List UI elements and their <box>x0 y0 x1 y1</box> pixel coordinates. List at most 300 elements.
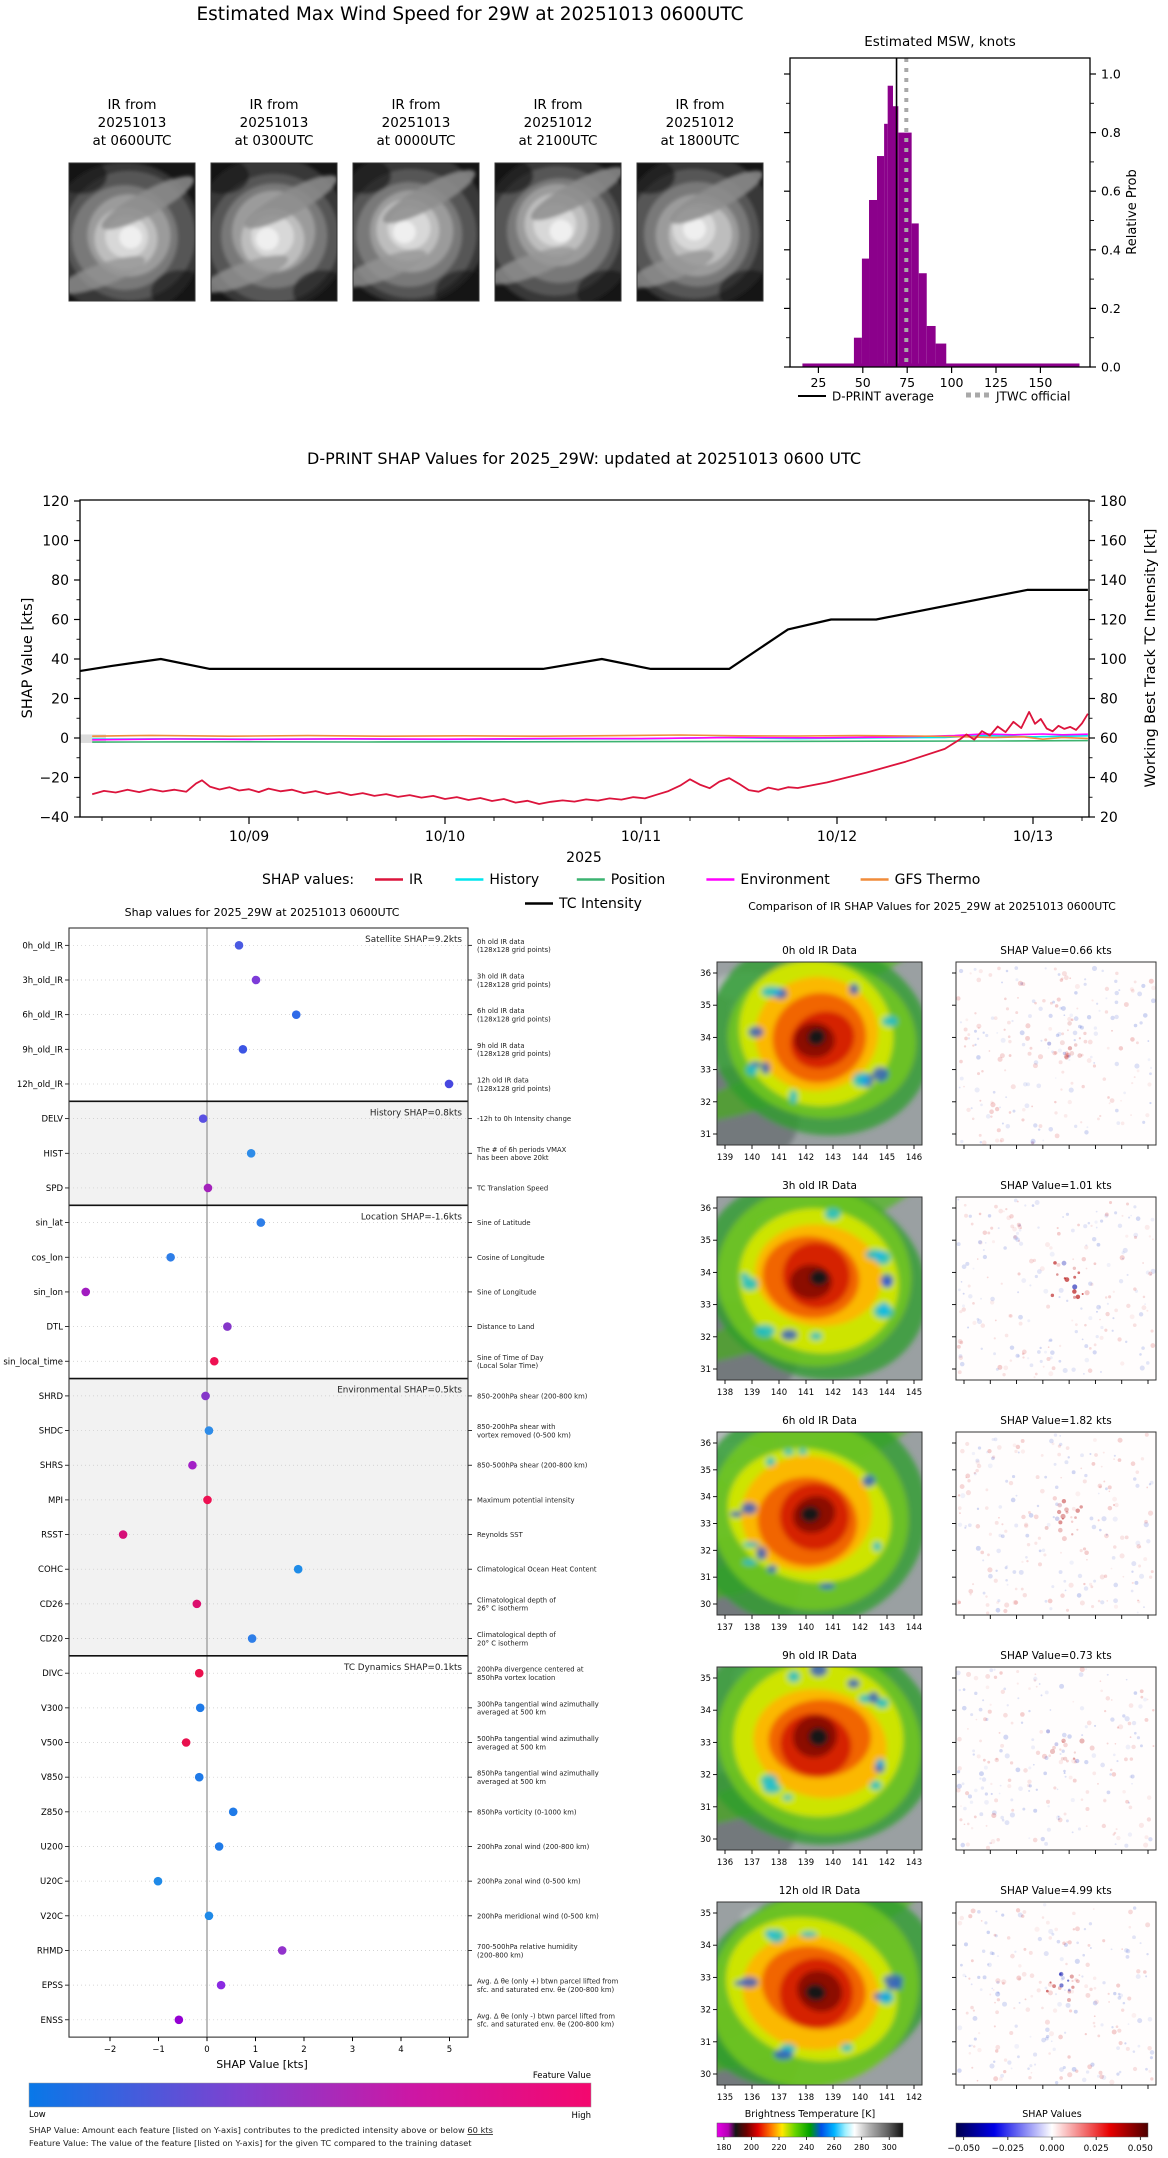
speckle <box>1017 1201 1019 1203</box>
speckle <box>1043 1772 1047 1776</box>
feature-label: 3h_old_IR <box>22 975 63 986</box>
speckle <box>957 1737 962 1742</box>
speckle <box>1072 1470 1076 1474</box>
bt-cb-tick-label: 260 <box>826 2143 842 2152</box>
speckle <box>1029 1951 1033 1955</box>
lat-tick-label: 35 <box>700 1674 711 1684</box>
speckle-cluster <box>1061 1739 1065 1743</box>
speckle <box>995 1758 999 1762</box>
speckle <box>959 1689 961 1691</box>
speckle <box>995 1910 997 1912</box>
speckle <box>957 1199 959 1201</box>
speckle <box>1150 1481 1154 1485</box>
speckle-cluster <box>1054 1051 1057 1054</box>
storm-fleck <box>789 1090 797 1104</box>
speckle <box>1029 1284 1031 1286</box>
feature-label: U200 <box>40 1842 63 1853</box>
speckle <box>1128 2023 1130 2025</box>
speckle <box>993 1668 995 1670</box>
speckle <box>968 1284 971 1287</box>
xtick-label: 100 <box>939 375 964 390</box>
speckle <box>999 1671 1002 1674</box>
lat-tick-label: 32 <box>700 1332 711 1343</box>
speckle <box>1064 975 1069 980</box>
speckle <box>1071 1520 1073 1522</box>
speckle <box>1029 1784 1032 1787</box>
speckle <box>1003 1688 1006 1691</box>
lon-tick-label: 142 <box>905 2093 923 2103</box>
speckle <box>1047 1828 1051 1832</box>
speckle <box>1085 1807 1089 1811</box>
speckle <box>1028 1837 1030 1839</box>
speckle <box>1131 1082 1133 1084</box>
speckle <box>1100 1680 1102 1682</box>
speckle <box>1084 1324 1087 1327</box>
speckle-cluster <box>1066 1511 1069 1514</box>
speckle <box>1033 1764 1035 1766</box>
speckle <box>1019 1242 1023 1246</box>
speckle <box>1069 1776 1073 1780</box>
speckle <box>1097 1243 1101 1247</box>
speckle <box>1128 1722 1132 1726</box>
speckle <box>1122 1258 1124 1260</box>
speckle <box>974 2037 977 2040</box>
feature-dot-V300 <box>196 1704 205 1713</box>
speckle <box>1054 1101 1056 1103</box>
speckle <box>1043 1553 1046 1556</box>
speckle <box>1134 1732 1137 1735</box>
speckle-cluster <box>1074 1751 1076 1753</box>
speckle <box>1134 1691 1138 1695</box>
speckle <box>1124 1948 1129 1953</box>
speckle <box>1061 1978 1064 1981</box>
speckle <box>1039 1549 1042 1552</box>
speckle <box>968 1589 973 1594</box>
speckle <box>995 1320 997 1322</box>
speckle <box>1141 1457 1144 1460</box>
speckle <box>1072 1701 1074 1703</box>
lat-tick-label: 35 <box>700 1909 711 1919</box>
timeseries-box <box>80 500 1089 817</box>
feature-dot-RHMD <box>278 1946 287 1955</box>
speckle <box>1135 1290 1138 1293</box>
speckle <box>985 1242 987 1244</box>
speckle <box>1069 2009 1072 2012</box>
shap-timeseries-panel <box>20 449 1159 912</box>
speckle <box>1084 1984 1088 1988</box>
shap-map-title: SHAP Value=0.73 kts <box>1000 1650 1112 1662</box>
speckle <box>1004 1069 1006 1071</box>
speckle <box>1047 1805 1049 1807</box>
colorbar-high-label: High <box>571 2111 591 2121</box>
ir-thumbnail-label: at 2100UTC <box>518 133 598 149</box>
speckle <box>972 1118 975 1121</box>
speckle <box>1085 1290 1090 1295</box>
speckle <box>1068 1059 1070 1061</box>
speckle <box>1040 1040 1042 1042</box>
speckle <box>1042 1549 1046 1553</box>
ir-thumbnail-label: 20251012 <box>523 115 593 131</box>
speckle <box>990 1227 993 1230</box>
shap-cb-tick-label: 0.025 <box>1083 2144 1109 2154</box>
speckle <box>1124 1844 1128 1848</box>
speckle <box>1035 1673 1037 1675</box>
speckle <box>1008 1040 1011 1043</box>
speckle <box>1049 1338 1052 1341</box>
speckle <box>1150 1067 1152 1069</box>
ytick-label-right: 0.4 <box>1101 242 1121 258</box>
speckle <box>1046 2035 1049 2038</box>
ir-thumbnail-label: IR from <box>675 97 725 113</box>
feature-annotation: sfc. and saturated env. θe (200-800 km) <box>477 2020 615 2029</box>
speckle <box>1034 1376 1036 1378</box>
speckle <box>1033 2053 1037 2057</box>
speckle <box>1075 984 1080 989</box>
speckle <box>1126 1745 1131 1750</box>
speckle <box>1009 1314 1013 1318</box>
speckle <box>990 1842 992 1844</box>
feature-annotation: 850hPa vortex location <box>477 1673 556 1682</box>
speckle <box>981 1323 985 1327</box>
speckle <box>1046 1800 1050 1804</box>
speckle <box>1117 1726 1119 1728</box>
lat-tick-label: 31 <box>700 1365 711 1375</box>
feature-annotation: averaged at 500 km <box>477 1743 546 1752</box>
feature-dot-SHRD <box>201 1392 210 1401</box>
speckle <box>973 1753 975 1755</box>
speckle <box>1103 1799 1106 1802</box>
xtick-label: 1 <box>252 2045 259 2056</box>
speckle <box>1074 2010 1078 2014</box>
speckle <box>1003 2070 1006 2073</box>
speckle <box>1104 1710 1106 1712</box>
speckle <box>1094 1221 1097 1224</box>
speckle <box>1115 1843 1117 1845</box>
speckle <box>963 1688 966 1691</box>
lon-tick-label: 140 <box>743 1153 761 1163</box>
speckle <box>1131 1590 1134 1593</box>
speckle <box>1066 2003 1071 2008</box>
speckle <box>990 1951 994 1955</box>
feature-dot-ENSS <box>175 2015 184 2024</box>
speckle-cluster <box>1075 1508 1079 1512</box>
speckle <box>985 1674 990 1679</box>
speckle <box>1075 1959 1080 1964</box>
speckle <box>997 1955 999 1957</box>
speckle <box>1059 1060 1063 1064</box>
speckle <box>1092 1237 1096 1241</box>
speckle <box>1071 1980 1073 1982</box>
feature-label: sin_lat <box>35 1218 63 1229</box>
speckle <box>1043 1903 1046 1906</box>
speckle <box>1077 1224 1080 1227</box>
speckle <box>966 1490 971 1495</box>
speckle <box>1000 1785 1002 1787</box>
speckle-cluster <box>1045 1526 1049 1530</box>
speckle <box>1017 2055 1020 2058</box>
speckle <box>992 1455 995 1458</box>
speckle-cluster <box>1059 1983 1063 1987</box>
histogram-bar <box>884 124 888 367</box>
feature-annotation: Climatological Ocean Heat Content <box>477 1565 597 1574</box>
speckle <box>975 1460 980 1465</box>
feature-label: CD20 <box>39 1634 63 1645</box>
speckle <box>1031 1738 1034 1741</box>
speckle <box>970 1713 973 1716</box>
speckle <box>994 2002 996 2004</box>
speckle <box>979 1100 981 1102</box>
speckle <box>986 1114 991 1119</box>
speckle <box>1014 1951 1016 1953</box>
speckle <box>999 1107 1001 1109</box>
speckle-cluster <box>1059 1973 1061 1975</box>
histogram-bar <box>862 259 869 367</box>
speckle <box>1147 2046 1151 2050</box>
speckle <box>1105 997 1107 999</box>
speckle <box>1062 1750 1065 1753</box>
speckle <box>1001 982 1003 984</box>
ytick-label-left: −20 <box>39 770 69 787</box>
speckle-cluster <box>1051 1294 1054 1297</box>
speckle <box>1136 1041 1139 1044</box>
speckle <box>1149 1072 1152 1075</box>
speckle <box>1029 1047 1032 1050</box>
speckle <box>968 1914 972 1918</box>
speckle <box>1091 1605 1094 1608</box>
speckle <box>1031 1105 1033 1107</box>
speckle <box>974 1692 977 1695</box>
speckle <box>1044 1842 1048 1846</box>
speckle <box>1044 1951 1049 1956</box>
storm-fleck <box>746 1065 758 1076</box>
speckle <box>1061 1071 1064 1074</box>
speckle <box>964 1823 966 1825</box>
speckle <box>1044 1756 1048 1760</box>
feature-annotation: 500hPa tangential wind azimuthally <box>477 1735 599 1744</box>
xtick-label: −1 <box>152 2045 165 2056</box>
speckle <box>1122 1251 1125 1254</box>
storm-fleck <box>762 987 782 998</box>
speckle-cluster <box>1073 1276 1076 1279</box>
speckle <box>1018 1912 1023 1917</box>
speckle <box>1123 2002 1126 2005</box>
speckle <box>1086 2070 1089 2073</box>
storm-fleck <box>882 1279 893 1288</box>
speckle <box>973 2016 978 2021</box>
speckle <box>1023 1910 1027 1914</box>
speckle <box>1140 1942 1142 1944</box>
ytick-label-right: 60 <box>1100 731 1118 747</box>
speckle <box>1059 2076 1063 2080</box>
speckle <box>966 1108 970 1112</box>
speckle <box>1133 2050 1136 2053</box>
speckle <box>1146 1487 1148 1489</box>
speckle <box>1074 1016 1079 1021</box>
shap-map-title: SHAP Value=0.66 kts <box>1000 945 1112 957</box>
ytick-label-left: 80 <box>51 573 69 589</box>
storm-fleck <box>882 1016 898 1027</box>
storm-fleck <box>798 1449 807 1455</box>
speckle <box>1037 1350 1041 1354</box>
speckle <box>1135 1541 1140 1546</box>
feature-label: 12h_old_IR <box>16 1079 63 1090</box>
speckle <box>1030 1995 1033 1998</box>
speckle <box>1090 1225 1092 1227</box>
storm-fleck <box>847 1679 860 1688</box>
ir-thumbnail-label: IR from <box>249 97 299 113</box>
speckle <box>1113 1545 1117 1549</box>
speckle <box>1103 1481 1105 1483</box>
feature-dot-3h_old_IR <box>252 976 261 985</box>
histogram-bar <box>912 223 919 367</box>
speckle <box>960 1140 963 1143</box>
speckle <box>1099 1485 1102 1488</box>
speckle <box>1093 1976 1097 1980</box>
speckle <box>998 1517 1000 1519</box>
speckle <box>1067 2055 1070 2058</box>
series-position-line <box>92 741 1088 743</box>
speckle <box>1003 1609 1007 1613</box>
speckle <box>958 1289 961 1292</box>
speckle <box>1104 1534 1109 1539</box>
speckle <box>1003 1713 1008 1718</box>
speckle <box>979 1213 982 1216</box>
speckle <box>1063 1368 1068 1373</box>
speckle <box>1001 1534 1005 1538</box>
ir-thumbnail-label: at 0300UTC <box>234 133 314 149</box>
speckle-cluster <box>1050 1749 1055 1754</box>
ytick-label-right: 80 <box>1100 691 1118 708</box>
speckle <box>1080 1121 1082 1123</box>
feature-dot-SHRS <box>188 1461 197 1470</box>
speckle <box>1044 1351 1047 1354</box>
speckle <box>1064 1989 1066 1991</box>
speckle <box>1119 1046 1123 1050</box>
speckle <box>1088 1281 1092 1285</box>
speckle <box>1028 2076 1031 2079</box>
speckle <box>979 1777 981 1779</box>
feature-label: HIST <box>43 1149 63 1160</box>
speckle <box>967 1823 970 1826</box>
legend-label-position: Position <box>610 872 666 888</box>
speckle <box>1137 1069 1140 1072</box>
feature-dot-0h_old_IR <box>235 941 244 950</box>
speckle <box>1071 1367 1075 1371</box>
speckle <box>979 969 983 973</box>
speckle <box>980 1104 983 1107</box>
feature-annotation: Sine of Longitude <box>477 1288 537 1297</box>
speckle <box>971 2067 973 2069</box>
group-header: TC Dynamics SHAP=0.1kts <box>344 1662 462 1673</box>
speckle <box>997 967 1001 971</box>
feature-annotation: Sine of Time of Day <box>477 1353 544 1362</box>
speckle <box>991 1793 993 1795</box>
speckle <box>1059 1570 1063 1574</box>
histogram-title: Estimated MSW, knots <box>864 34 1016 50</box>
feature-annotation: (128x128 grid points) <box>477 1015 551 1024</box>
speckle <box>978 2032 980 2034</box>
speckle <box>1105 1296 1107 1298</box>
speckle <box>1041 1837 1045 1841</box>
speckle <box>1065 1963 1068 1966</box>
speckle <box>1013 1443 1017 1447</box>
bt-cb-tick-label: 220 <box>771 2143 787 2152</box>
speckle <box>1087 1015 1091 1019</box>
speckle <box>1094 1987 1097 1990</box>
lon-tick-label: 139 <box>797 1858 815 1868</box>
speckle <box>1025 1534 1029 1538</box>
lat-tick-label: 31 <box>700 1573 711 1584</box>
speckle <box>1146 1953 1148 1955</box>
speckle <box>1016 1232 1019 1235</box>
shap-map-title: SHAP Value=1.01 kts <box>1000 1180 1112 1192</box>
bt-colorbar-label: Brightness Temperature [K] <box>744 2109 876 2120</box>
speckle <box>1025 1998 1027 2000</box>
storm-fleck <box>879 1990 894 2004</box>
speckle <box>962 1782 965 1785</box>
speckle <box>1048 1346 1050 1348</box>
lon-tick-label: 140 <box>797 1623 815 1633</box>
speckle <box>987 1567 992 1572</box>
speckle <box>1138 1564 1141 1567</box>
speckle-cluster <box>1052 1984 1056 1988</box>
speckle <box>1005 1480 1008 1483</box>
speckle <box>973 2009 975 2011</box>
speckle <box>997 1445 1002 1450</box>
speckle <box>1126 1955 1130 1959</box>
speckle <box>971 1983 973 1985</box>
speckle <box>1003 1210 1005 1212</box>
speckle <box>1031 1141 1034 1144</box>
speckle <box>958 1601 961 1604</box>
speckle <box>1038 1562 1042 1566</box>
speckle <box>1052 1366 1056 1370</box>
speckle <box>1035 1373 1038 1376</box>
speckle <box>989 1533 992 1536</box>
speckle <box>1093 1580 1096 1583</box>
speckle <box>1068 1100 1072 1104</box>
speckle <box>1117 1337 1121 1341</box>
dark-wedge <box>151 270 211 314</box>
speckle <box>973 2045 976 2048</box>
speckle <box>977 1258 979 1260</box>
feature-annotation: (128x128 grid points) <box>477 980 551 989</box>
speckle <box>1099 1319 1101 1321</box>
lon-tick-label: 138 <box>770 1858 788 1868</box>
shap-colorbar <box>956 2123 1148 2137</box>
histogram-box <box>790 58 1090 367</box>
speckle <box>1109 1491 1111 1493</box>
speckle <box>958 1494 960 1496</box>
speckle <box>1093 1062 1095 1064</box>
speckle <box>979 1740 982 1743</box>
speckle <box>1044 1476 1047 1479</box>
speckle <box>1057 1232 1061 1236</box>
speckle <box>1011 1722 1014 1725</box>
speckle <box>1084 1928 1086 1930</box>
speckle <box>1012 1227 1017 1232</box>
speckle <box>1067 1017 1071 1021</box>
speckle <box>1028 1710 1030 1712</box>
feature-annotation: (128x128 grid points) <box>477 1084 551 1093</box>
speckle-cluster <box>1062 1261 1067 1266</box>
speckle <box>1031 2072 1033 2074</box>
storm-fleck <box>743 1542 759 1548</box>
speckle <box>1139 1021 1142 1024</box>
histogram-bar <box>854 338 862 367</box>
speckle <box>1083 1547 1086 1550</box>
speckle <box>1059 1435 1061 1437</box>
